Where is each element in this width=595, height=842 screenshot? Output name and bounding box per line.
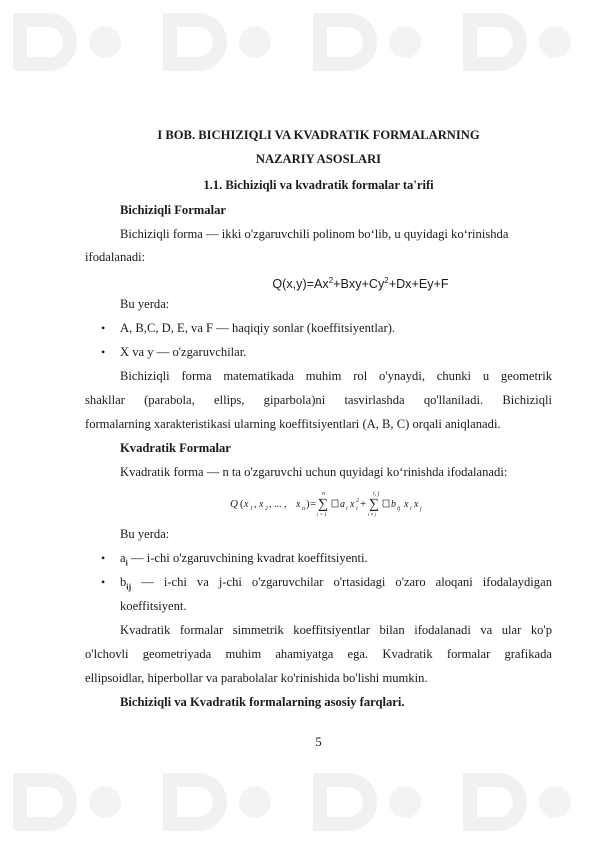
quadratic-paragraph-line3: ellipsoidlar, hiperbollar va parabolalar ko'rinishida bo'lishi mumkin. bbox=[85, 671, 428, 685]
svg-text:j: j bbox=[420, 506, 422, 512]
quadratic-title: Kvadratik Formalar bbox=[120, 441, 231, 455]
bullet-text: X va y — o'zgaruvchilar. bbox=[120, 345, 247, 359]
svg-text:+: + bbox=[360, 498, 367, 510]
svg-text:x: x bbox=[244, 499, 249, 510]
quadratic-paragraph-line1: Kvadratik formalar simmetrik koeffitsiyentlar bilan ifodalanadi va ular ko'p bbox=[120, 623, 552, 637]
bilinear-paragraph-line3: formalarning xarakteristikasi ularning koeffitsiyentlari (A, B, C) orqali aniqlanadi. bbox=[85, 417, 501, 431]
section-heading: 1.1. Bichiziqli va kvadratik formalar ta'rifi bbox=[203, 178, 434, 192]
bilinear-paragraph-line2: shakllar (parabola, ellips, giparbola)ni tasvirlashda qo'llaniladi. Bichiziqli bbox=[85, 393, 552, 407]
quadratic-formula bbox=[230, 487, 450, 519]
svg-text:): ) bbox=[306, 498, 310, 510]
svg-text:2: 2 bbox=[356, 498, 359, 504]
svg-text:b: b bbox=[391, 499, 396, 510]
svg-text:a: a bbox=[340, 499, 345, 510]
svg-text:Q: Q bbox=[230, 498, 238, 510]
svg-text:,: , bbox=[254, 499, 257, 510]
bullet-dot-icon: • bbox=[101, 321, 106, 335]
svg-text:n: n bbox=[322, 491, 325, 497]
svg-text:(: ( bbox=[240, 498, 244, 510]
bullet-dot-icon: • bbox=[101, 345, 106, 359]
bullet-text: koeffitsiyent. bbox=[120, 599, 187, 613]
bilinear-title: Bichiziqli Formalar bbox=[120, 203, 226, 217]
chapter-heading-line2: NAZARIY ASOSLARI bbox=[255, 152, 382, 166]
svg-text:∑: ∑ bbox=[369, 497, 379, 512]
bilinear-paragraph-line1: Bichiziqli forma matematikada muhim rol o'ynaydi, chunki u geometrik bbox=[120, 369, 552, 383]
bullet-text: $b_{ij}$ — i-chi va j-chi o'zgaruvchilar o'rtasidagi o'zaro aloqani ifodalaydigan bbox=[120, 575, 552, 592]
svg-text:i, j: i, j bbox=[373, 491, 380, 497]
svg-text:2: 2 bbox=[265, 506, 268, 512]
svg-text:∑: ∑ bbox=[318, 497, 328, 512]
bullet-text: A, B,C, D, E, va F — haqiqiy sonlar (koeffitsiyentlar). bbox=[120, 321, 396, 335]
svg-text:1: 1 bbox=[250, 506, 253, 512]
svg-text:x: x bbox=[259, 499, 264, 510]
bullet-text: $a_i$ — i-chi o'zgaruvchining kvadrat koeffitsiyenti. bbox=[120, 551, 368, 568]
svg-text:n: n bbox=[302, 506, 305, 512]
quadratic-paragraph-line2: o'lchovli geometriyada muhim ahamiyatga ega. Kvadratik formalar grafikada bbox=[85, 647, 552, 661]
bilinear-formula: $Q(x,y)=Ax^2+Bxy+Cy^2+Dx+Ey+F$ bbox=[272, 276, 449, 292]
chapter-heading-line1: I BOB. BICHIZIQLI VA KVADRATIK FORMALARNING bbox=[157, 128, 480, 142]
svg-text:, ... ,: , ... , bbox=[269, 499, 287, 510]
svg-text:ij: ij bbox=[397, 506, 401, 512]
svg-text:i: i bbox=[356, 506, 358, 512]
differences-heading: Bichiziqli va Kvadratik formalarning asosiy farqlari. bbox=[120, 695, 405, 709]
svg-text:x: x bbox=[296, 499, 301, 510]
svg-text:x: x bbox=[350, 499, 355, 510]
quadratic-intro: Kvadratik forma — n ta o'zgaruvchi uchun quyidagi ko‘rinishda ifodalanadi: bbox=[120, 465, 508, 479]
bilinear-here-label: Bu yerda: bbox=[120, 297, 170, 311]
bullet-dot-icon: • bbox=[101, 551, 106, 565]
svg-text:i: i bbox=[410, 506, 412, 512]
bullet-dot-icon: • bbox=[101, 575, 106, 589]
page-number: 5 bbox=[315, 735, 322, 749]
svg-text:i = 1: i = 1 bbox=[317, 513, 327, 518]
svg-text:i ≠ j: i ≠ j bbox=[368, 513, 377, 518]
bilinear-intro-line2: ifodalanadi: bbox=[85, 250, 146, 264]
svg-text:i: i bbox=[346, 506, 348, 512]
svg-text:=: = bbox=[310, 498, 317, 510]
svg-text:x: x bbox=[404, 499, 409, 510]
svg-text:x: x bbox=[414, 499, 419, 510]
quadratic-here-label: Bu yerda: bbox=[120, 527, 170, 541]
bilinear-intro-line1: Bichiziqli forma — ikki o'zgaruvchili polinom bo‘lib, u quyidagi ko‘rinishda bbox=[120, 227, 509, 241]
